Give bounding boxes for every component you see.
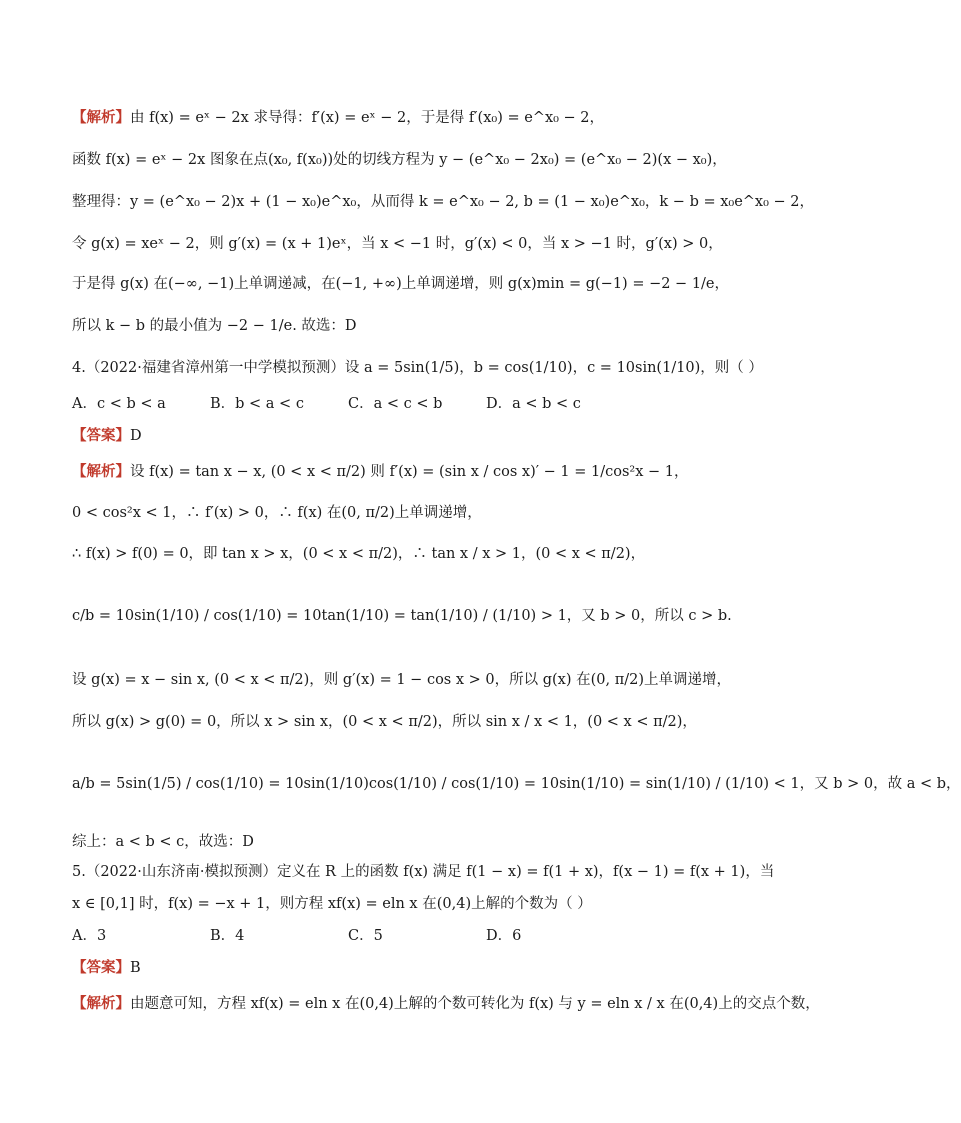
answer-value: D: [130, 428, 142, 444]
answer-tag: 【答案】: [72, 428, 130, 444]
text: 所以 k − b 的最小值为 −2 − 1/e. 故选：D: [72, 318, 357, 334]
analysis-tag: 【解析】: [72, 996, 130, 1012]
text: ∴ f(x) > f(0) = 0，即 tan x > x，(0 < x < π/2)，∴ tan x / x > 1，(0 < x < π/2)，: [72, 546, 646, 562]
choice-b[interactable]: B．b < a < c: [210, 396, 304, 412]
question-5-line-2: [72, 894, 734, 914]
answer-tag: 【答案】: [72, 960, 130, 976]
answer-line-5: [72, 958, 734, 978]
choice-a[interactable]: A．3: [72, 928, 107, 944]
answer-line-4: [72, 426, 734, 446]
text: 综上：a < b < c，故选：D: [72, 834, 254, 850]
analysis-line-5: [72, 994, 820, 1014]
text: 4.（2022·福建省漳州第一中学模拟预测）设 a = 5sin(1/5)，b = cos(1/10)，c = 10sin(1/10)，则（ ）: [72, 360, 763, 376]
text: 0 < cos²x < 1，∴ f′(x) > 0，∴ f(x) 在(0, π/2)上单调递增，: [72, 505, 482, 521]
analysis-line-4d: [72, 606, 734, 626]
question-4-choices: [72, 394, 734, 414]
choice-b[interactable]: B．4: [210, 928, 245, 944]
solution-line-5: [72, 274, 734, 294]
solution-line-2: [72, 150, 734, 170]
text: 函数 f(x) = eˣ − 2x 图象在点(x₀, f(x₀))处的切线方程为 y − (e^x₀ − 2x₀) = (e^x₀ − 2)(x − x₀)，: [72, 152, 727, 168]
analysis-line-4c: [72, 544, 734, 564]
question-4: [72, 358, 763, 378]
text: 令 g(x) = xeˣ − 2，则 g′(x) = (x + 1)eˣ，当 x < −1 时，g′(x) < 0，当 x > −1 时，g′(x) > 0，: [72, 236, 723, 252]
solution-line-6: [72, 316, 734, 336]
solution-line-3: [72, 192, 815, 212]
text: 所以 g(x) > g(0) = 0，所以 x > sin x，(0 < x < π/2)，所以 sin x / x < 1，(0 < x < π/2)，: [72, 714, 697, 730]
analysis-line-4e: [72, 670, 734, 690]
answer-value: B: [130, 960, 141, 976]
text: 于是得 g(x) 在(−∞, −1)上单调递减，在(−1, +∞)上单调递增，则 g(x)min = g(−1) = −2 − 1/e，: [72, 276, 730, 292]
text: 由 f(x) = eˣ − 2x 求导得：f′(x) = eˣ − 2，于是得 f′(x₀) = e^x₀ − 2，: [130, 110, 605, 126]
question-5-choices: [72, 926, 734, 946]
analysis-line-4h: [72, 832, 734, 852]
text: 整理得：y = (e^x₀ − 2)x + (1 − x₀)e^x₀，从而得 k = e^x₀ − 2, b = (1 − x₀)e^x₀，k − b = x₀e^x₀ − 2，: [72, 194, 815, 210]
text: 由题意可知，方程 xf(x) = eln x 在(0,4)上解的个数可转化为 f(x) 与 y = eln x / x 在(0,4)上的交点个数，: [130, 996, 820, 1012]
text: 设 f(x) = tan x − x, (0 < x < π/2) 则 f′(x) = (sin x / cos x)′ − 1 = 1/cos²x − 1，: [130, 464, 689, 480]
analysis-tag: 【解析】: [72, 464, 130, 480]
choice-a[interactable]: A．c < b < a: [72, 396, 166, 412]
text: c/b = 10sin(1/10) / cos(1/10) = 10tan(1/10) = tan(1/10) / (1/10) > 1，又 b > 0，所以 c > b.: [72, 608, 732, 624]
analysis-line-4g: [72, 774, 961, 794]
question-5-line-1: [72, 862, 775, 882]
choice-d[interactable]: D．6: [486, 928, 522, 944]
analysis-line-4f: [72, 712, 734, 732]
choice-c[interactable]: C．5: [348, 928, 383, 944]
analysis-line-4b: [72, 503, 734, 523]
text: x ∈ [0,1] 时，f(x) = −x + 1，则方程 xf(x) = eln x 在(0,4)上解的个数为（ ）: [72, 896, 592, 912]
solution-line-1: [72, 108, 734, 128]
analysis-line-4a: [72, 462, 734, 482]
text: 5.（2022·山东济南·模拟预测）定义在 R 上的函数 f(x) 满足 f(1 − x) = f(1 + x)，f(x − 1) = f(x + 1)，当: [72, 864, 775, 880]
text: 设 g(x) = x − sin x, (0 < x < π/2)，则 g′(x) = 1 − cos x > 0，所以 g(x) 在(0, π/2)上单调递增，: [72, 672, 732, 688]
analysis-tag: 【解析】: [72, 110, 130, 126]
choice-c[interactable]: C．a < c < b: [348, 396, 443, 412]
text: a/b = 5sin(1/5) / cos(1/10) = 10sin(1/10)cos(1/10) / cos(1/10) = 10sin(1/10) = sin(1/10) / (1/10) < 1，又 b > 0，故 a < b，: [72, 776, 961, 792]
solution-line-4: [72, 234, 734, 254]
choice-d[interactable]: D．a < b < c: [486, 396, 581, 412]
